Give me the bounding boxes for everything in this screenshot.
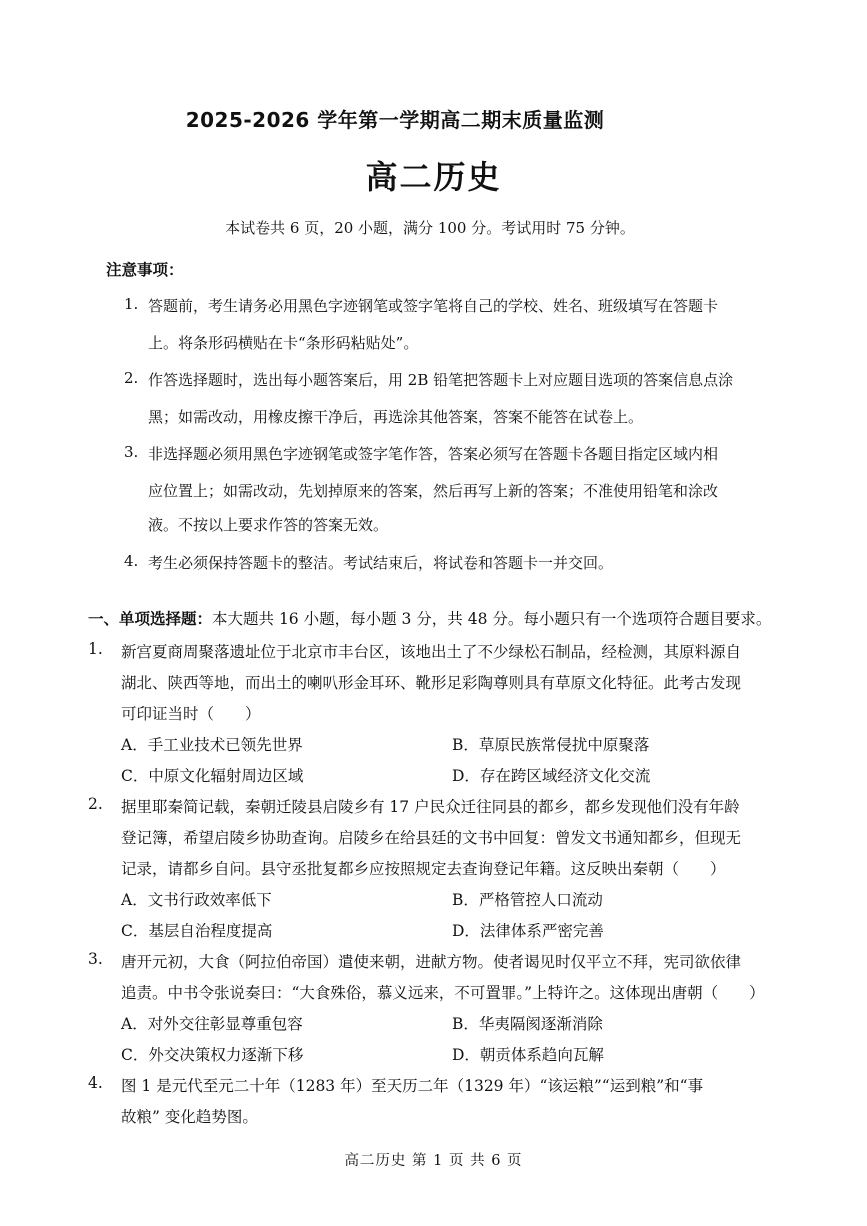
option-c[interactable]: C．中原文化辐射周边区域: [121, 767, 304, 785]
question-line: 可印证当时（ ）: [121, 705, 261, 723]
question-number: 4.: [88, 1074, 103, 1092]
notice-item-number: 3.: [124, 443, 139, 461]
question-line: 追责。中书令张说奏曰：“大食殊俗，慕义远来，不可置罪。”上特许之。这体现出唐朝（ ）: [121, 984, 765, 1002]
question-line: 据里耶秦简记载，秦朝迁陵县启陵乡有 17 户民众迁往同县的都乡，都乡发现他们没有年龄: [121, 798, 740, 816]
option-c[interactable]: C．基层自治程度提高: [121, 922, 273, 940]
question-line: 湖北、陕西等地，而出土的喇叭形金耳环、靴形足彩陶尊则具有草原文化特征。此考古发现: [121, 674, 742, 692]
notice-item-number: 1.: [124, 295, 139, 313]
notice-item-number: 2.: [124, 369, 139, 387]
option-b[interactable]: B．草原民族常侵扰中原聚落: [452, 736, 650, 754]
option-c[interactable]: C．外交决策权力逐渐下移: [121, 1046, 304, 1064]
section-heading: [88, 607, 771, 629]
question-line: 图 1 是元代至元二十年（1283 年）至天历二年（1329 年）“该运粮”“运到粮”和“事: [121, 1077, 704, 1095]
notice-item-line: 应位置上；如需改动，先划掉原来的答案，然后再写上新的答案；不准使用铅笔和涂改: [148, 482, 719, 500]
notice-item-line: 作答选择题时，选出每小题答案后，用 2B 铅笔把答题卡上对应题目选项的答案信息点涂: [148, 371, 734, 389]
notice-item-line: 上。将条形码横贴在卡“条形码粘贴处”。: [148, 334, 419, 352]
option-a[interactable]: A．手工业技术已领先世界: [121, 736, 303, 754]
question-number: 1.: [88, 640, 103, 658]
notice-item-line: 考生必须保持答题卡的整洁。考试结束后，将试卷和答题卡一并交回。: [148, 554, 614, 572]
option-a[interactable]: A．文书行政效率低下: [121, 891, 272, 909]
exam-info: 本试卷共 6 页，20 小题，满分 100 分。考试用时 75 分钟。: [225, 219, 635, 237]
question-line: 新宫夏商周聚落遗址位于北京市丰台区，该地出土了不少绿松石制品，经检测，其原料源自: [121, 643, 742, 661]
question-line: 登记簿，希望启陵乡协助查询。启陵乡在给县廷的文书中回复：曾发文书通知都乡，但现无: [121, 829, 742, 847]
section-text: 本大题共 16 小题，每小题 3 分，共 48 分。每小题只有一个选项符合题目要求。: [212, 610, 772, 628]
option-b[interactable]: B．严格管控人口流动: [452, 891, 603, 909]
question-number: 3.: [88, 950, 103, 968]
subject-title: 高二历史: [365, 158, 502, 196]
question-line: 记录，请都乡自问。县守丞批复都乡应按照规定去查询登记年籍。这反映出秦朝（ ）: [121, 860, 726, 878]
option-d[interactable]: D．朝贡体系趋向瓦解: [452, 1046, 604, 1064]
section-label: 一、单项选择题：: [88, 610, 213, 628]
notice-item-line: 液。不按以上要求作答的答案无效。: [148, 516, 389, 534]
page-footer: 高二历史 第 1 页 共 6 页: [344, 1153, 523, 1169]
option-d[interactable]: D．法律体系严密完善: [452, 922, 604, 940]
notice-item-number: 4.: [124, 552, 139, 570]
option-a[interactable]: A．对外交往彰显尊重包容: [121, 1015, 303, 1033]
question-number: 2.: [88, 795, 103, 813]
exam-title: 2025-2026 学年第一学期高二期末质量监测: [185, 108, 605, 132]
notice-heading: 注意事项：: [106, 261, 184, 279]
notice-item-line: 黑；如需改动，用橡皮擦干净后，再选涂其他答案，答案不能答在试卷上。: [148, 408, 644, 426]
notice-item-line: 答题前，考生请务必用黑色字迹钢笔或签字笔将自己的学校、姓名、班级填写在答题卡: [148, 297, 719, 315]
question-line: 故粮” 变化趋势图。: [121, 1108, 258, 1126]
notice-item-line: 非选择题必须用黑色字迹钢笔或签字笔作答，答案必须写在答题卡各题目指定区域内相: [148, 445, 719, 463]
option-d[interactable]: D．存在跨区域经济文化交流: [452, 767, 651, 785]
option-b[interactable]: B．华夷隔阂逐渐消除: [452, 1015, 603, 1033]
question-line: 唐开元初，大食（阿拉伯帝国）遣使来朝，进献方物。使者谒见时仅平立不拜，宪司欲依律: [121, 953, 742, 971]
